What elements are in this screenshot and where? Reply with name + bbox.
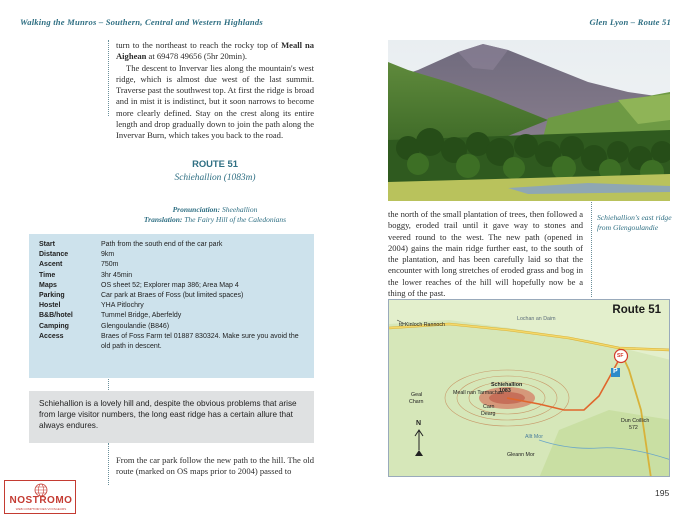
intro-text-part: turn to the northeast to reach the rocky top of: [116, 40, 282, 50]
info-row: [39, 271, 314, 281]
north-arrow-icon: N: [416, 420, 422, 427]
map-label-schiehallion: Schiehallion: [491, 382, 523, 388]
info-row: [39, 332, 314, 352]
info-key: Ascent: [39, 261, 63, 269]
margin-rule: [108, 443, 109, 485]
info-value: 9km: [101, 251, 115, 259]
route-heading: ROUTE 51: [192, 158, 238, 169]
route-text-continued: the north of the small plantation of trees, then followed a boggy, eroded trail until it gave way to stones and veered round to the west. The new path (opened in 2004) gains the main ridge further east, to the south of the plantation, and has been carefully laid so that the encounter with long stretches of eroded grass and bog in the lower reaches of the hill will hopefully now be a thing of the past.: [388, 209, 583, 299]
parking-icon: P: [613, 368, 618, 375]
info-value: Glengoulandie (B846): [101, 322, 170, 330]
info-key: Camping: [39, 322, 69, 330]
map-label-allt-mor: Allt Mor: [525, 434, 543, 440]
running-head-left: Walking the Munros – Southern, Central and Western Highlands: [20, 17, 263, 27]
info-key: Time: [39, 271, 56, 279]
logo-name: NOSTROMO: [9, 495, 73, 506]
descent-paragraph: The descent to Invervar lies along the mountain's west ridge, which is almost due west of the last summit. Traverse past the southwest top. At first the ridge is broad and in mist it is indistinct, but it soon narrows to become more clearly defined. Stay on the crest along its entire length and drop gradually down to join the path along the Invervar Burn, which takes you back to the road.: [116, 62, 314, 141]
info-row: [39, 240, 314, 250]
info-row: [39, 311, 314, 321]
pronunciation: [116, 205, 314, 215]
running-head-right: Glen Lyon – Route 51: [589, 17, 671, 27]
map-label-kinloch: to Kinloch Rannoch: [399, 322, 445, 328]
info-key: Distance: [39, 251, 69, 259]
route-info-box: [29, 234, 314, 378]
map-label-carn: Carn: [483, 404, 495, 410]
info-row: [39, 301, 314, 311]
map-title: Route 51: [612, 304, 661, 316]
summary-box: Schiehallion is a lovely hill and, despite the obvious problems that arise from large visitor numbers, the long east ridge has a certain allure that always endures.: [29, 391, 314, 443]
start-finish-marker: SF: [617, 353, 624, 359]
info-value: 750m: [101, 261, 119, 269]
route-name: Schiehallion (1083m): [174, 173, 256, 183]
logo-tagline: WEB COMPTOIR DES VOYAGEURS: [15, 507, 67, 511]
route-text-start: From the car park follow the new path to the hill. The old route (marked on OS maps prior to 2004) passed to: [116, 455, 314, 477]
pronunciation-label: Pronunciation:: [172, 205, 221, 214]
info-value: OS sheet 52; Explorer map 386; Area Map 4: [101, 281, 239, 289]
margin-rule: [108, 40, 109, 116]
translation: [116, 215, 314, 225]
info-value: Braes of Foss Farm tel 01887 830324. Make sure you avoid the old path in descent.: [101, 332, 299, 351]
info-row: [39, 291, 314, 301]
photo-caption: Schiehallion's east ridge from Glengoulandie: [597, 213, 672, 232]
info-row: [39, 322, 314, 332]
map-label-dearg: Dearg: [481, 411, 496, 417]
intro-text: [116, 40, 314, 142]
pronunciation-value: Sheehallion: [221, 205, 258, 214]
map-label-gleann-mor: Gleann Mor: [507, 452, 535, 458]
translation-label: Translation:: [143, 215, 183, 224]
info-row: [39, 260, 314, 270]
map-label-summit-height: 1083: [499, 388, 511, 394]
map-label-dun-height: 572: [629, 425, 638, 431]
info-key: Access: [39, 332, 64, 340]
nostromo-logo: [4, 480, 76, 514]
map-label-lochan: Lochan an Daim: [517, 316, 556, 322]
map-label-dun-coillich: Dun Coillich: [621, 418, 650, 424]
info-row: [39, 250, 314, 260]
route-map: [388, 299, 670, 477]
info-key: Maps: [39, 281, 57, 289]
mountain-photo: [388, 40, 670, 201]
info-value: Path from the south end of the car park: [101, 241, 223, 248]
info-value: YHA Pitlochry: [101, 302, 144, 310]
info-key: Start: [39, 241, 55, 248]
info-row: [39, 281, 314, 291]
info-key: B&B/hotel: [39, 312, 73, 320]
summit-name: Meall na Aighean: [116, 40, 315, 62]
margin-rule: [591, 202, 592, 297]
map-label-charn: Charn: [409, 399, 424, 405]
translation-value: The Fairy Hill of the Caledonians: [184, 215, 287, 224]
info-value: Tummel Bridge, Aberfeldy: [101, 312, 182, 320]
info-value: Car park at Braes of Foss (but limited spaces): [101, 292, 244, 300]
info-key: Hostel: [39, 302, 61, 310]
map-label-geal: Geal: [411, 392, 423, 398]
info-value: 3hr 45min: [101, 271, 133, 279]
page-number: 195: [655, 488, 670, 498]
mountain-photo-graphic: [388, 40, 670, 201]
intro-text-part: at 69478 49656 (5hr 20min).: [146, 51, 248, 62]
info-key: Parking: [39, 292, 65, 300]
map-label-tarmachan: Meall nan Tarmachan: [453, 390, 504, 396]
